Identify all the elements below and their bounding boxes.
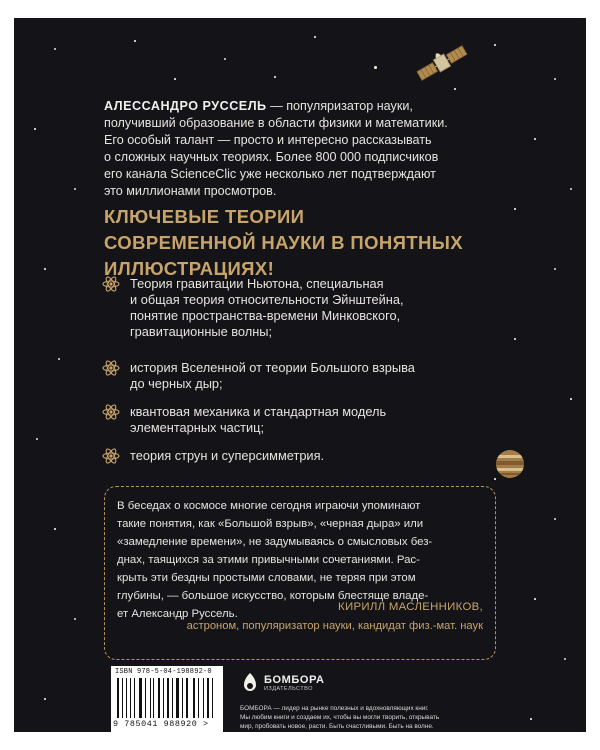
bio-line: его канала ScienceClic уже несколько лет подтверждают: [104, 167, 436, 181]
quote-line: днах, таящихся за этими привычными сочетаниями. Рас-: [117, 554, 420, 566]
atom-icon: [102, 447, 120, 465]
bio-line: Его особый талант — просто и интересно рассказывать: [104, 133, 432, 147]
topic-line: и общая теория относительности Эйнштейна,: [130, 292, 404, 307]
publisher-blurb: [240, 704, 490, 731]
barcode-bar: [203, 678, 204, 718]
isbn-label: ISBN 978-5-04-198892-0: [115, 668, 212, 676]
barcode-bar: [153, 678, 154, 718]
barcode-bar: [122, 678, 123, 718]
atom-icon: [102, 359, 120, 377]
atom-icon: [102, 275, 120, 293]
topic-item: [102, 448, 502, 465]
barcode-bar: [139, 678, 142, 718]
quote-line: ет Александр Руссель.: [117, 608, 238, 620]
barcode-bar: [126, 678, 127, 718]
author-bio: [104, 98, 514, 200]
publisher-line: Мы любим книги и создаем их, чтобы вы могли творить, открывать: [240, 714, 440, 721]
topic-item: [102, 276, 502, 340]
headline-line: СОВРЕМЕННОЙ НАУКИ В ПОНЯТНЫХ: [104, 232, 464, 253]
topic-line: понятие пространства-времени Минковского,: [130, 308, 401, 323]
bombora-logo-icon: [240, 672, 260, 694]
topic-line: до черных дыр;: [130, 376, 223, 391]
barcode-bars: [117, 678, 217, 718]
barcode-bar: [158, 678, 160, 718]
publisher-logo-sub: ИЗДАТЕЛЬСТВО: [264, 686, 313, 692]
bio-line: это миллионами просмотров.: [104, 184, 277, 198]
quote-line: глубины, — большое искусство, которым блестяще владе-: [117, 590, 429, 602]
book-back-cover: [14, 18, 586, 732]
barcode-bar: [207, 678, 209, 718]
barcode-bar: [198, 678, 199, 718]
barcode-bar: [172, 678, 173, 718]
topic-line: теория струн и суперсимметрия.: [130, 448, 325, 463]
barcode-bar: [130, 678, 131, 718]
barcode-bar: [186, 678, 188, 718]
atom-icon: [102, 403, 120, 421]
publisher-line: БОМБОРА — лидер на рынке полезных и вдохновляющих книг.: [240, 705, 429, 712]
topic-line: квантовая механика и стандартная модель: [130, 404, 387, 419]
bio-line: о сложных научных теориях. Более 800 000 подписчиков: [104, 150, 439, 164]
topic-line: элементарных частиц;: [130, 420, 265, 435]
quote-box: [104, 486, 496, 660]
topic-line: история Вселенной от теории Большого взрыва: [130, 360, 415, 375]
publisher-line: мир, пробовать новое, расти. Быть счастливыми. Быть на волне.: [240, 723, 434, 730]
publisher-logo: [240, 670, 325, 698]
topic-line: гравитационные волны;: [130, 324, 273, 339]
bio-line: — популяризатор науки,: [266, 99, 413, 113]
barcode: [111, 666, 223, 732]
topic-item: [102, 360, 502, 392]
quote-line: «замедление времени», не задумываясь о смысловых без-: [117, 536, 433, 548]
publisher-logo-name: БОМБОРА: [264, 674, 325, 686]
headline-line: КЛЮЧЕВЫЕ ТЕОРИИ: [104, 206, 305, 227]
barcode-bar: [150, 678, 151, 718]
quote-line: такие понятия, как «Большой взрыв», «черная дыра» или: [117, 518, 424, 530]
barcode-bar: [163, 678, 164, 718]
barcode-bar: [134, 678, 135, 718]
barcode-bar: [117, 678, 119, 718]
quote-line: В беседах о космосе многие сегодня играючи упоминают: [117, 500, 421, 512]
topic-line: Теория гравитации Ньютона, специальная: [130, 276, 384, 291]
barcode-bar: [193, 678, 195, 718]
author-name: АЛЕССАНДРО РУССЕЛЬ: [104, 99, 267, 113]
barcode-bar: [167, 678, 169, 718]
satellite-icon: [412, 38, 472, 88]
barcode-bar: [145, 678, 146, 718]
bio-line: получивший образование в области физики и математики.: [104, 116, 448, 130]
barcode-bar: [212, 678, 213, 718]
quote-line: крыть эти бездны простыми словами, не теряя при этом: [117, 572, 416, 584]
topic-item: [102, 404, 502, 436]
quote-author-credentials: астроном, популяризатор науки, кандидат физ.-мат. наук: [186, 620, 483, 632]
barcode-bar: [176, 678, 179, 718]
quote-author: КИРИЛЛ МАСЛЕННИКОВ,: [338, 601, 483, 613]
barcode-number: 9 785041 988920 >: [113, 719, 209, 729]
headline: [104, 204, 544, 282]
headline-line: ИЛЛЮСТРАЦИЯХ!: [104, 258, 275, 279]
barcode-bar: [182, 678, 183, 718]
